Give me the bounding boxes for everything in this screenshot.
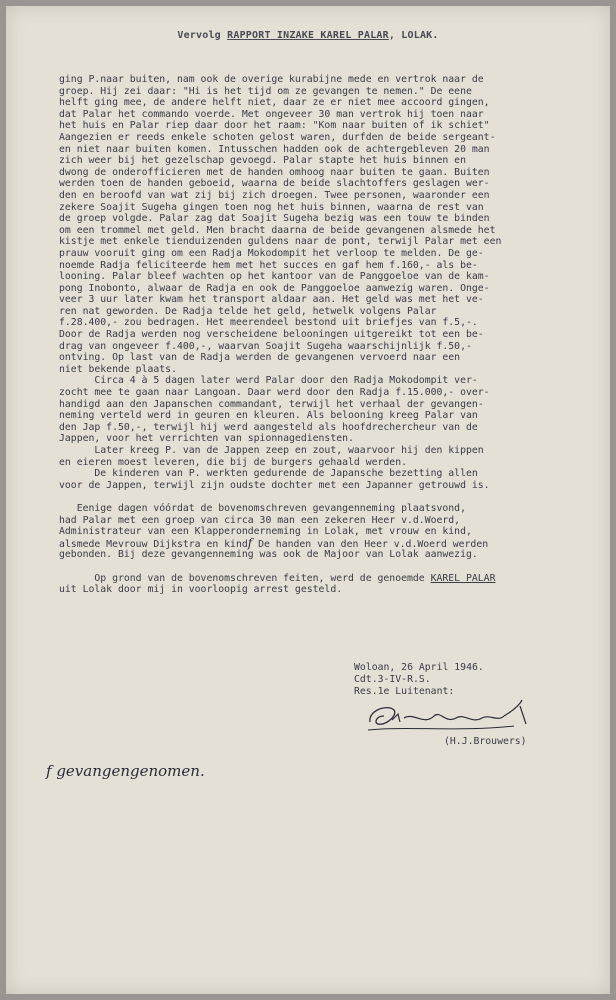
body-line: Circa 4 à 5 dagen later werd Palar door den Radja Mokodompit ver- [59,375,478,387]
body-line: ren nat geworden. De Radja telde het geld, hetwelk volgens Palar [59,305,437,317]
body-line: Later kreeg P. van de Jappen zeep en zout, waarvoor hij den kippen [59,445,484,456]
body-line: veer 3 uur later kwam het transport aldaar aan. Het geld was met het ve- [59,294,484,306]
body-line: den Jap f.50,-, terwijl hij werd aangesteld als hoofdrechercheur van de [59,421,478,433]
underlined-name: KAREL PALAR [430,572,496,584]
footnote-marker: f [247,535,253,550]
body-line: looning. Palar bleef wachten op het kantoor van de Panggoeloe van de kam- [59,271,490,283]
handwritten-signature [364,696,534,736]
body-line [59,491,611,503]
reference: Cdt.3-IV-R.S. [354,674,431,685]
body-line: den en beroofd van wat zij bij zich droegen. Twee personen, waaronder een [59,189,490,201]
heading-suffix: , LOLAK. [388,30,439,41]
body-line: en eieren moest leveren, die bij de burgers gehaald werden. [59,456,407,468]
closing-block [354,662,484,698]
body-line: het huis en Palar riep daar door het raam: "Kom naar buiten of ik schiet" [59,120,490,132]
body-line [59,561,611,573]
body-line: pong Inobonto, alwaar de Radja en ook de Panggoeloe aanwezig waren. Onge- [59,282,490,294]
body-line: Aangezien er reeds enkele schoten gelost waren, durfden de beide sergeant- [59,131,496,143]
body-line: drag van ongeveer f.400,-, waarvan Soajit Sugeha waarschijnlijk f.50,- [59,340,472,352]
body-line: noemde Radja feliciteerde hem met het succes en gaf hem f.160,- als be- [59,259,478,271]
body-line: dwong de onderofficieren met de handen omhoog naar buiten te gaan. Buiten [59,166,490,178]
body-line: f.28.400,- zou bedragen. Het meerendeel bestond uit briefjes van f.5,-. [59,317,478,329]
heading-prefix: Vervolg [177,30,228,41]
body-line: de groep volgde. Palar zag dat Soajit Sugeha bezig was een touw te binden [59,213,490,225]
body-line: had Palar met een groep van circa 30 man een zekeren Heer v.d.Woerd, [59,514,461,526]
page-heading [6,30,610,41]
report-body [59,74,611,596]
place-date: Woloan, 26 April 1946. [354,662,484,673]
body-line: werden toen de handen geboeid, waarna de beide slachtoffers geslagen wer- [59,178,490,190]
body-line-text: Op grond van de bovenomschreven feiten, werd de genoemde [59,572,431,584]
document-page [6,6,610,994]
body-line: ging P.naar buiten, nam ook de overige kurabijne mede en vertrok naar de [59,74,484,85]
body-line: zich weer bij het gezelschap gevoegd. Palar stapte het huis binnen en [59,155,466,167]
body-line: zocht mee te gaan naar Langoan. Daar werd door den Radja f.15.000,- over- [59,387,490,399]
body-line: uit Lolak door mij in voorloopig arrest gesteld. [59,584,343,596]
body-line: en niet naar buiten komen. Intusschen hadden ook de achtergebleven 20 man [59,143,490,155]
body-line: om een trommel met geld. Men bracht daarna de beide gevangenen alsmede het [59,224,496,236]
body-line: dat Palar het commando voerde. Met ongeveer 30 man vertrok hij toen naar [59,108,484,120]
body-line-with-footnote [59,535,611,550]
body-line: De kinderen van P. werkten gedurende de Japansche bezetting allen [59,468,478,480]
body-line-with-name [59,573,611,585]
body-line: niet bekende plaats. [59,363,177,375]
body-line-text: De handen van den Heer v.d.Woerd werden [252,538,489,550]
body-line: ontving. Op last van de Radja werden de gevangenen vervoerd naar een [59,352,461,364]
body-line: prauw vooruit ging om een Radja Mokodompit het verloop te melden. De ge- [59,247,484,259]
body-line: kistje met enkele tienduizenden guldens naar de pont, terwijl Palar met een [59,236,502,248]
body-line-text: alsmede Mevrouw Dijkstra en kind [59,538,248,550]
body-line: Door de Radja werden nog verscheidene belooningen uitgereikt tot een be- [59,329,484,341]
body-line: helft ging mee, de andere helft niet, daar ze er niet mee accoord gingen, [59,97,490,109]
body-line: voor de Jappen, terwijl zijn oudste dochter met een Japanner getrouwd is. [59,479,490,491]
body-line: handigd aan den Japanschen commandant, terwijl het verhaal der gevangen- [59,398,484,410]
body-line: Eenige dagen vóórdat de bovenomschreven gevangenneming plaatsvond, [59,502,466,514]
body-line: neming verteld werd in geuren en kleuren. Als belooning kreeg Palar van [59,410,478,422]
body-line: zekere Soajit Sugeha gingen toen nog het huis binnen, waarna de rest van [59,201,484,213]
body-line: Administrateur van een Klapperonderneming in Lolak, met vrouw en kind, [59,526,472,538]
signer-name: (H.J.Brouwers) [444,736,527,747]
body-line: groep. Hij zei daar: "Hi is het tijd om ze gevangen te nemen." De eene [59,85,472,97]
body-line: Jappen, voor het verrichten van spionnagediensten. [59,433,354,445]
handwritten-footnote: f gevangengenomen. [46,762,205,780]
rank: Res.1e Luitenant: [354,686,455,697]
body-line: gebonden. Bij deze gevangenneming was ook de Majoor van Lolak aanwezig. [59,549,478,561]
heading-title: RAPPORT INZAKE KAREL PALAR [227,30,389,41]
